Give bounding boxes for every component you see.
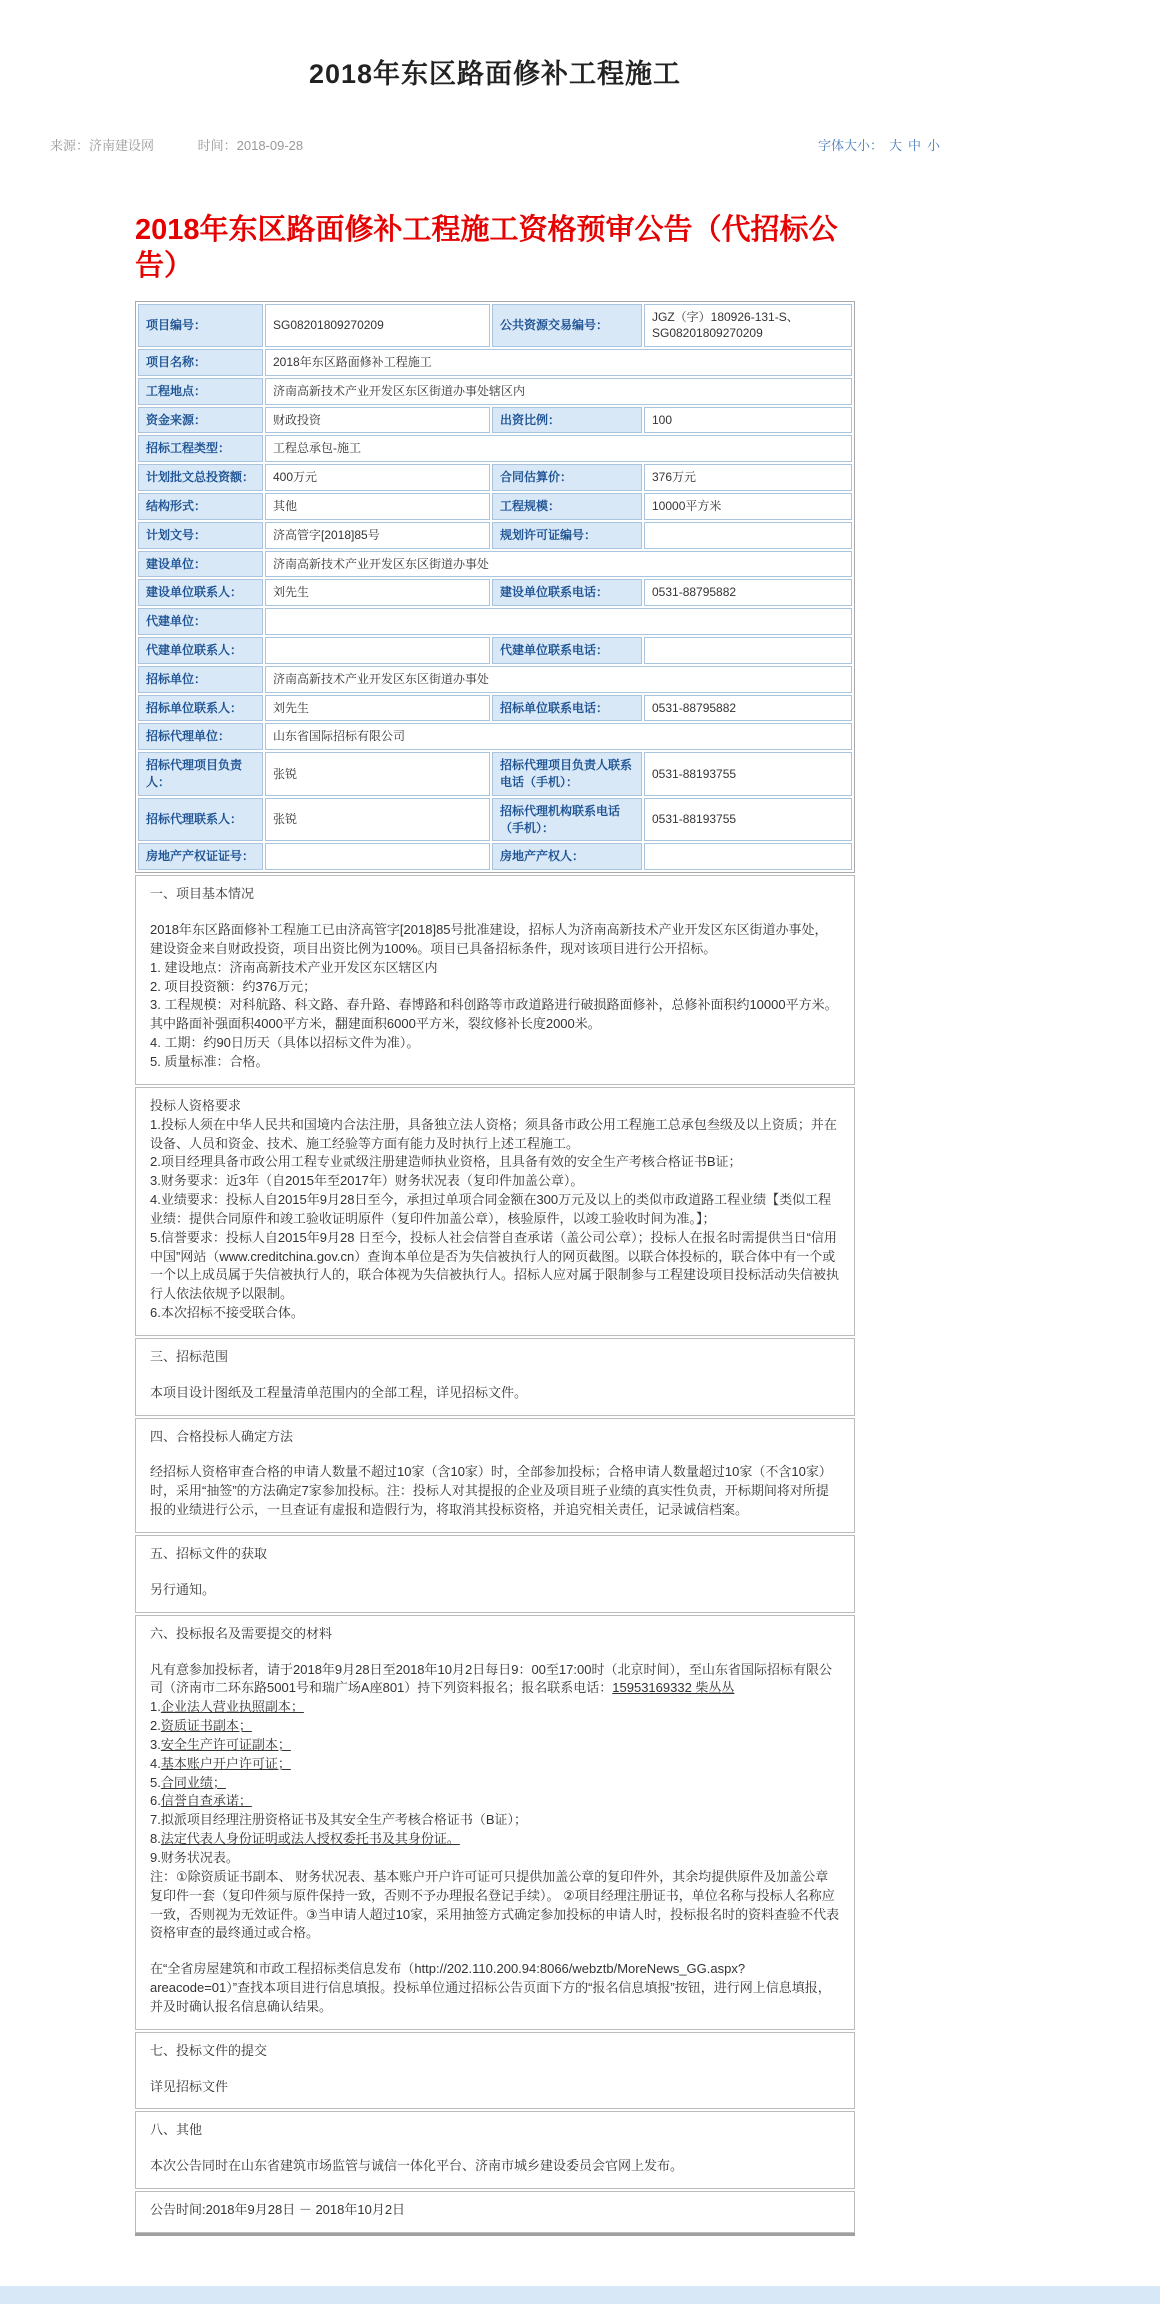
table-row xyxy=(138,608,852,635)
section xyxy=(135,1535,855,1613)
section-text: 2.项目经理具备市政公用工程专业贰级注册建造师执业资格，且具备有效的安全生产考核合格证书B证； xyxy=(150,1154,742,1170)
table-row xyxy=(138,798,852,842)
field-value: 张锐 xyxy=(265,752,490,796)
field-label: 招标代理项目负责人： xyxy=(138,752,263,796)
field-label: 代建单位联系人： xyxy=(138,637,263,664)
section-text: 4. 工期：约90日历天（具体以招标文件为准）。 xyxy=(150,1035,420,1051)
announcement-area xyxy=(135,212,855,2236)
table-row xyxy=(138,378,852,405)
field-label: 建设单位联系人： xyxy=(138,579,263,606)
field-label: 房地产产权证证号： xyxy=(138,843,263,870)
field-value: 0531-88795882 xyxy=(644,695,852,722)
field-value: 财政投资 xyxy=(265,407,490,434)
field-label: 规划许可证编号： xyxy=(492,522,642,549)
table-row xyxy=(138,522,852,549)
section-text: 5. 质量标准：合格。 xyxy=(150,1053,269,1069)
font-size-label: 字体大小： xyxy=(817,138,883,153)
field-label: 代建单位： xyxy=(138,608,263,635)
section-text: 公告时间:2018年9月28日 － 2018年10月2日 xyxy=(150,2202,406,2218)
section-heading: 七、投标文件的提交 xyxy=(150,2042,268,2058)
field-label: 招标工程类型： xyxy=(138,435,263,462)
field-value xyxy=(265,843,490,870)
field-value: 济南高新技术产业开发区东区街道办事处辖区内 xyxy=(265,378,852,405)
field-value xyxy=(644,637,852,664)
field-label: 招标单位联系人： xyxy=(138,695,263,722)
time-label: 时间：2018-09-28 xyxy=(197,138,304,153)
table-row xyxy=(138,407,852,434)
section-text: 5.合同业绩； xyxy=(150,1774,226,1790)
section-text: 注：①除资质证书副本、 财务状况表、基本账户开户许可证可只提供加盖公章的复印件外，其余均提供原件及加盖公章复印件一套（复印件须与原件保持一致，否则不予办理报名登记手续）。 ②项目经理注册证书，单位名称与投标人名称应一致，否则视为无效证件。③当申请人超过10家，采用抽签方式确定参加投标的申请人时，投标报名时的资料查验不代表资格审查的最终通过或合格。 xyxy=(150,1868,840,1941)
section-heading: 投标人资格要求 xyxy=(150,1097,242,1113)
section-text: 3.安全生产许可证副本； xyxy=(150,1736,291,1752)
section-text: 另行通知。 xyxy=(150,1581,216,1597)
field-label: 项目编号： xyxy=(138,304,263,348)
field-value: 2018年东区路面修补工程施工 xyxy=(265,349,852,376)
field-value: JGZ（字）180926-131-S、SG08201809270209 xyxy=(644,304,852,348)
section-text: 2018年东区路面修补工程施工已由济高管字[2018]85号批准建设，招标人为济南高新技术产业开发区东区街道办事处，建设资金来自财政投资，项目出资比例为100%。项目已具备招标条件，现对该项目进行公开招标。 xyxy=(150,922,828,956)
section-text: 在“全省房屋建筑和市政工程招标类信息发布（http://202.110.200.94:8066/webztb/MoreNews_GG.aspx?areacode=01）”查找本项目进行信息填报。投标单位通过招标公告页面下方的“报名信息填报”按钮，进行网上信息填报，并及时确认报名信息确认结果。 xyxy=(150,1961,831,2014)
field-label: 招标代理项目负责人联系电话（手机）： xyxy=(492,752,642,796)
field-value: 10000平方米 xyxy=(644,493,852,520)
section-heading: 四、合格投标人确定方法 xyxy=(150,1428,294,1444)
table-row xyxy=(138,666,852,693)
field-label: 出资比例： xyxy=(492,407,642,434)
field-value: 0531-88193755 xyxy=(644,752,852,796)
announcement-title: 2018年东区路面修补工程施工资格预审公告（代招标公告） xyxy=(135,214,838,283)
table-row xyxy=(138,304,852,348)
field-value: 济南高新技术产业开发区东区街道办事处 xyxy=(265,666,852,693)
section-text: 2. 项目投资额：约376万元； xyxy=(150,978,317,994)
field-label: 公共资源交易编号： xyxy=(492,304,642,348)
field-value: 张锐 xyxy=(265,798,490,842)
field-value: 0531-88795882 xyxy=(644,579,852,606)
section-text: 2.资质证书副本； xyxy=(150,1718,252,1734)
section-text: 本次公告同时在山东省建筑市场监管与诚信一体化平台、济南市城乡建设委员会官网上发布。 xyxy=(150,2158,684,2174)
section-text: 5.信誉要求：投标人自2015年9月28 日至今，投标人社会信誉自查承诺（盖公司公章）；投标人在报名时需提供当日“信用中国”网站（www.creditchina.gov.cn）查询本单位是否为失信被执行人的网页截图。以联合体投标的，联合体中有一个或一个以上成员属于失信被执行人的，联合体视为失信被执行人。招标人应对属于限制参与工程建设项目投标活动失信被执行人依法依规予以限制。 xyxy=(150,1229,840,1302)
field-value: 刘先生 xyxy=(265,579,490,606)
section xyxy=(135,1338,855,1416)
field-value xyxy=(265,637,490,664)
section-heading: 一、项目基本情况 xyxy=(150,886,255,902)
font-size-large-link[interactable]: 大 xyxy=(888,138,902,153)
section-text: 3.财务要求：近3年（自2015年至2017年）财务状况表（复印件加盖公章）。 xyxy=(150,1173,584,1189)
table-row xyxy=(138,695,852,722)
field-value: 400万元 xyxy=(265,464,490,491)
section xyxy=(135,2191,855,2233)
table-row xyxy=(138,723,852,750)
font-size-controls xyxy=(818,135,940,154)
section-text: 本项目设计图纸及工程量清单范围内的全部工程，详见招标文件。 xyxy=(150,1384,528,1400)
field-label: 合同估算价： xyxy=(492,464,642,491)
section xyxy=(135,875,855,1085)
table-row xyxy=(138,579,852,606)
section-text: 7.拟派项目经理注册资格证书及其安全生产考核合格证书（B证）； xyxy=(150,1812,528,1828)
field-label: 代建单位联系电话： xyxy=(492,637,642,664)
field-value: 工程总承包-施工 xyxy=(265,435,852,462)
field-label: 建设单位联系电话： xyxy=(492,579,642,606)
field-label: 项目名称： xyxy=(138,349,263,376)
field-value xyxy=(644,522,852,549)
field-label: 结构形式： xyxy=(138,493,263,520)
section-text: 1.企业法人营业执照副本； xyxy=(150,1699,304,1715)
table-row xyxy=(138,843,852,870)
announcement-sections xyxy=(135,875,855,2236)
table-row xyxy=(138,752,852,796)
field-value: 济南高新技术产业开发区东区街道办事处 xyxy=(265,551,852,578)
section xyxy=(135,1615,855,2030)
field-value: 山东省国际招标有限公司 xyxy=(265,723,852,750)
meta-left xyxy=(50,135,303,154)
field-label: 工程规模： xyxy=(492,493,642,520)
section-text: 6.信誉自查承诺； xyxy=(150,1793,252,1809)
field-value: 376万元 xyxy=(644,464,852,491)
section-heading: 八、其他 xyxy=(150,2122,203,2138)
section-heading: 五、招标文件的获取 xyxy=(150,1546,268,1562)
field-label: 计划批文总投资额： xyxy=(138,464,263,491)
section xyxy=(135,1418,855,1533)
section-text: 1.投标人须在中华人民共和国境内合法注册，具备独立法人资格；须具备市政公用工程施工总承包叁级及以上资质；并在设备、人员和资金、技术、施工经验等方面有能力及时执行上述工程施工。 xyxy=(150,1116,837,1151)
field-label: 工程地点： xyxy=(138,378,263,405)
section-text: 1. 建设地点：济南高新技术产业开发区东区辖区内 xyxy=(150,959,438,975)
field-value: SG08201809270209 xyxy=(265,304,490,348)
field-value: 0531-88193755 xyxy=(644,798,852,842)
field-label: 招标代理机构联系电话（手机）： xyxy=(492,798,642,842)
field-label: 计划文号： xyxy=(138,522,263,549)
section-heading: 六、投标报名及需要提交的材料 xyxy=(150,1625,333,1641)
table-row xyxy=(138,349,852,376)
page-container xyxy=(50,0,940,2236)
font-size-small-link[interactable]: 小 xyxy=(926,138,940,153)
section-text: 详见招标文件 xyxy=(150,2078,229,2094)
section-text: 9.财务状况表。 xyxy=(150,1849,239,1865)
field-label: 房地产产权人： xyxy=(492,843,642,870)
field-label: 建设单位： xyxy=(138,551,263,578)
section-text: 凡有意参加投标者，请于2018年9月28日至2018年10月2日每日9：00至17:00时（北京时间），至山东省国际招标有限公司（济南市二环东路5001号和瑞广场A座801）持下列资料报名；报名联系电话：15953169332 柴丛丛 xyxy=(150,1661,832,1696)
meta-row xyxy=(50,135,940,154)
table-row xyxy=(138,637,852,664)
section-text: 8.法定代表人身份证明或法人授权委托书及其身份证。 xyxy=(150,1831,460,1847)
field-label: 招标代理单位： xyxy=(138,723,263,750)
field-label: 招标单位联系电话： xyxy=(492,695,642,722)
section xyxy=(135,2111,855,2189)
source-label: 来源：济南建设网 xyxy=(50,138,155,153)
section xyxy=(135,1087,855,1336)
font-size-medium-link[interactable]: 中 xyxy=(907,138,921,153)
field-value: 100 xyxy=(644,407,852,434)
field-label: 招标代理联系人： xyxy=(138,798,263,842)
project-info-table xyxy=(135,301,855,874)
table-row xyxy=(138,464,852,491)
section-text: 4.基本账户开户许可证； xyxy=(150,1755,291,1771)
section xyxy=(135,2032,855,2110)
field-label: 招标单位： xyxy=(138,666,263,693)
footer-bar xyxy=(0,2286,1160,2304)
section-text: 3. 工程规模：对科航路、科文路、春升路、春博路和科创路等市政道路进行破损路面修补，总修补面积约10000平方米。其中路面补强面积4000平方米，翻建面积6000平方米，裂纹修补长度2000米。 xyxy=(150,997,838,1032)
section-text: 6.本次招标不接受联合体。 xyxy=(150,1305,304,1321)
section-text: 4.业绩要求：投标人自2015年9月28日至今，承担过单项合同金额在300万元及以上的类似市政道路工程业绩【类似工程业绩：提供合同原件和竣工验收证明原件（复印件加盖公章），核验原件，以竣工验收时间为准。】； xyxy=(150,1192,832,1226)
field-value: 刘先生 xyxy=(265,695,490,722)
section-heading: 三、招标范围 xyxy=(150,1348,229,1364)
field-value xyxy=(644,843,852,870)
field-value xyxy=(265,608,852,635)
table-row xyxy=(138,435,852,462)
field-value: 其他 xyxy=(265,493,490,520)
field-label: 资金来源： xyxy=(138,407,263,434)
table-row xyxy=(138,493,852,520)
page-title: 2018年东区路面修补工程施工 xyxy=(308,59,682,89)
table-row xyxy=(138,551,852,578)
field-value: 济高管字[2018]85号 xyxy=(265,522,490,549)
section-text: 经招标人资格审查合格的申请人数量不超过10家（含10家）时，全部参加投标；合格申请人数量超过10家（不含10家）时，采用“抽签”的方法确定7家参加投标。注：投标人对其提报的企业及项目班子业绩的真实性负责，开标期间将对所提报的业绩进行公示，一旦查证有虚报和造假行为，将取消其投标资格，并追究相关责任，记录诚信档案。 xyxy=(150,1464,832,1518)
